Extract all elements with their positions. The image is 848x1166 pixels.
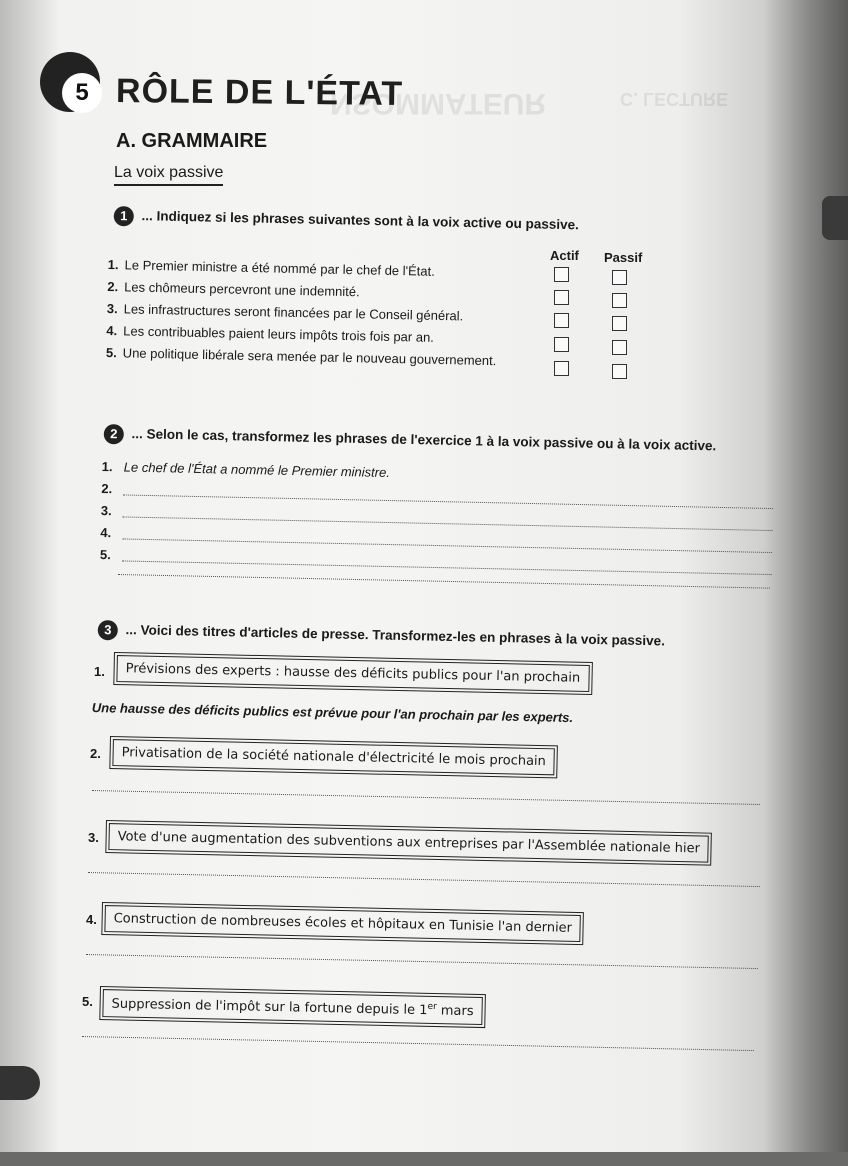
headline-text: Privatisation de la société nationale d'électricité le mois prochain [112, 739, 555, 775]
headline-box [105, 820, 712, 866]
headline-text: Construction de nombreuses écoles et hôpitaux en Tunisie l'an dernier [104, 905, 581, 942]
item-number: 1. [94, 664, 105, 679]
exercise1-list [106, 254, 528, 373]
exercise3-heading [98, 620, 666, 652]
headline-box [101, 902, 584, 945]
answer-line[interactable] [82, 1036, 754, 1051]
checkbox-passif-4[interactable] [612, 340, 627, 355]
exercise1-instruction: ... Indiquez si les phrases suivantes sont à la voix active ou passive. [141, 208, 580, 233]
chapter-number: 5 [62, 73, 102, 113]
list-item: 3. Les infrastructures seront financées par le Conseil général. [106, 300, 464, 324]
list-item: 1. Le chef de l'État a nommé le Premier ministre. [102, 456, 774, 492]
exercise2-instruction: ... Selon le cas, transformez les phrases de l'exercice 1 à la voix passive ou à la voix active. [131, 426, 717, 454]
item-number: 2. [90, 746, 101, 761]
answer-line[interactable]: 2. [101, 478, 773, 514]
checkbox-actif-3[interactable] [554, 313, 569, 328]
item-number: 4. [86, 912, 97, 927]
exercise3-instruction: ... Voici des titres d'articles de presse. Transformez-les en phrases à la voix passive. [125, 622, 666, 649]
item-number: 3. [88, 830, 99, 845]
column-actif: Actif [550, 248, 579, 263]
exercise2-list [100, 456, 774, 580]
page-number-tab [0, 1066, 40, 1100]
list-item: 4. Les contribuables paient leurs impôts trois fois par an. [106, 322, 435, 345]
bleed-through-text: NSOMMATEUR [330, 87, 547, 120]
checkbox-actif-4[interactable] [554, 337, 569, 352]
list-item: 5. Une politique libérale sera menée par le nouveau gouvernement. [105, 344, 497, 369]
section-title: A. GRAMMAIRE [116, 130, 268, 152]
exercise1-bullet: 1 [114, 206, 134, 226]
headline-text: Suppression de l'impôt sur la fortune depuis le 1er mars [102, 989, 483, 1025]
checkbox-actif-2[interactable] [554, 290, 569, 305]
checkbox-passif-5[interactable] [612, 364, 627, 379]
answer-line[interactable]: 3. [101, 500, 773, 536]
item-number: 5. [82, 994, 93, 1009]
bleed-through-text: C. LECTURE [620, 89, 728, 109]
answer-line[interactable] [92, 790, 760, 805]
answer-line[interactable] [88, 872, 760, 887]
column-passif: Passif [604, 250, 643, 265]
headline-box [113, 652, 592, 695]
answer-line[interactable]: 4. [100, 522, 772, 558]
checkbox-passif-3[interactable] [612, 316, 627, 331]
exercise2-heading [104, 424, 717, 457]
checkbox-passif-1[interactable] [612, 270, 627, 285]
answer-line[interactable]: 5. [100, 544, 772, 580]
checkbox-actif-5[interactable] [554, 361, 569, 376]
exercise1-heading [114, 206, 580, 236]
headline-text: Prévisions des experts : hausse des déficits publics pour l'an prochain [116, 655, 589, 692]
list-item: 1. Le Premier ministre a été nommé par le chef de l'État. [107, 256, 436, 279]
exercise3-bullet: 3 [98, 620, 118, 640]
answer-line[interactable] [86, 954, 758, 969]
subsection-title: La voix passive [114, 164, 223, 186]
example-answer: Une hausse des déficits publics est prévue pour l'an prochain par les experts. [91, 700, 574, 726]
list-item: 2. Les chômeurs percevront une indemnité. [107, 278, 360, 300]
page-edge-tab [822, 196, 848, 240]
chapter-title: RÔLE DE L'ÉTAT [115, 72, 404, 114]
headline-box [99, 986, 486, 1028]
example-answer: Le chef de l'État a nommé le Premier ministre. [123, 459, 391, 481]
checkbox-passif-2[interactable] [612, 293, 627, 308]
headline-box [109, 736, 558, 778]
checkbox-actif-1[interactable] [554, 267, 569, 282]
headline-text: Vote d'une augmentation des subventions aux entreprises par l'Assemblée nationale hier [108, 823, 709, 863]
exercise2-bullet: 2 [104, 424, 124, 444]
